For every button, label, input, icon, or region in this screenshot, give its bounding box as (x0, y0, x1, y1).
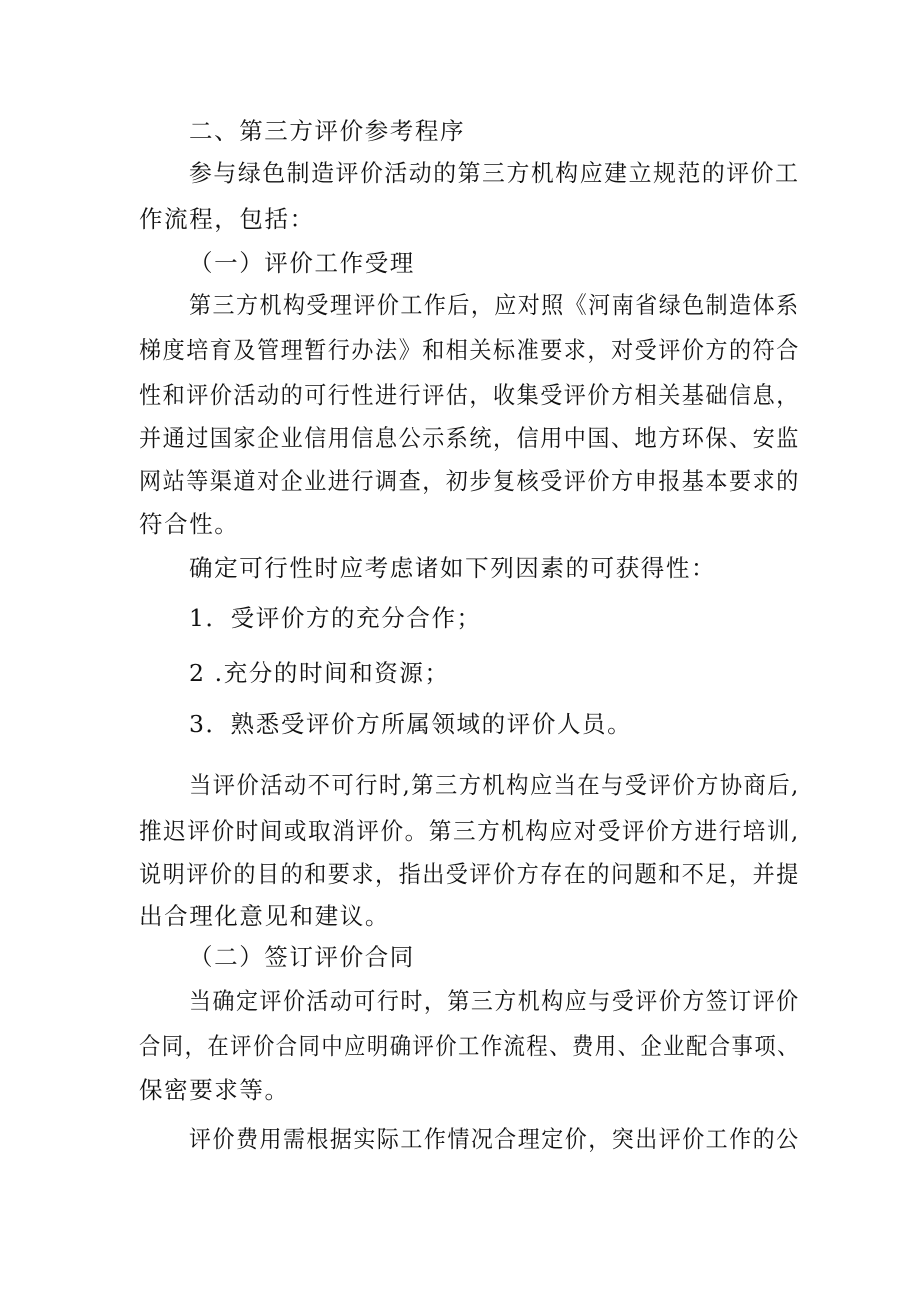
section-heading: 二、第三方评价参考程序 (189, 117, 466, 145)
paragraph-line: 保密要求等。 (139, 1076, 290, 1104)
paragraph-line: 第三方机构受理评价工作后，应对照《河南省绿色制造体系 (189, 291, 800, 319)
paragraph-line: 推迟评价时间或取消评价。第三方机构应对受评价方进行培训, (139, 817, 800, 845)
paragraph-line: 当评价活动不可行时,第三方机构应当在与受评价方协商后, (189, 771, 800, 799)
paragraph-line: 性和评价活动的可行性进行评估，收集受评价方相关基础信息， (139, 381, 800, 409)
paragraph-line: 梯度培育及管理暂行办法》和相关标准要求，对受评价方的符合 (139, 336, 800, 364)
list-item: 1．受评价方的充分合作； (189, 604, 482, 632)
paragraph-line: 当确定评价活动可行时，第三方机构应与受评价方签订评价 (189, 987, 800, 1015)
paragraph-line: 作流程，包括： (139, 205, 315, 233)
paragraph-line: 网站等渠道对企业进行调查，初步复核受评价方申报基本要求的 (139, 467, 800, 495)
paragraph-line: 说明评价的目的和要求，指出受评价方存在的问题和不足，并提 (139, 860, 800, 888)
paragraph-line: 合同，在评价合同中应明确评价工作流程、费用、企业配合事项、 (139, 1032, 800, 1060)
list-item: 2 .充分的时间和资源； (189, 659, 450, 687)
paragraph-line: 评价费用需根据实际工作情况合理定价，突出评价工作的公 (189, 1125, 800, 1153)
paragraph-line: 出合理化意见和建议。 (139, 902, 390, 930)
subsection-heading: （二）签订评价合同 (189, 943, 415, 971)
paragraph-line: 确定可行性时应考虑诸如下列因素的可获得性： (189, 554, 717, 582)
list-item: 3．熟悉受评价方所属领域的评价人员。 (189, 710, 633, 738)
paragraph-line: 参与绿色制造评价活动的第三方机构应建立规范的评价工 (189, 159, 800, 187)
paragraph-line: 符合性。 (139, 510, 240, 538)
subsection-heading: （一）评价工作受理 (189, 249, 415, 277)
paragraph-line: 并通过国家企业信用信息公示系统，信用中国、地方环保、安监 (139, 424, 800, 452)
